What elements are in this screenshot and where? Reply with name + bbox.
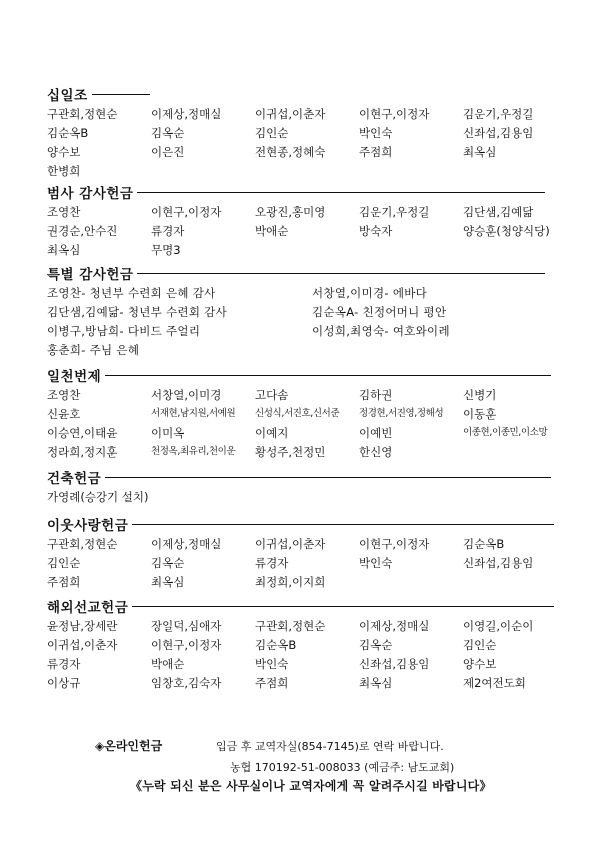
donor-entry: 이제상,정매실	[151, 537, 222, 551]
donor-entry: 이귀섭,이춘자	[47, 638, 118, 652]
donor-entry: 이현구,이정자	[151, 638, 222, 652]
donor-entry: 전현종,정혜숙	[255, 145, 326, 159]
donor-entry: 최옥심	[47, 243, 81, 257]
thanksgiving-entry: 김순옥A- 친정어머니 평안	[312, 305, 447, 319]
online-offering-instruction: 입금 후 교역자실(854-7145)로 연락 바랍니다.	[216, 740, 444, 753]
donor-entry: 무명3	[151, 243, 181, 257]
donor-entry: 김옥순	[359, 638, 393, 652]
section-title-text: 범사 감사헌금	[47, 186, 134, 202]
donor-entry: 김운기,우정길	[463, 107, 534, 121]
donor-entry: 이현구,이정자	[359, 107, 430, 121]
donor-entry: 신좌섭,김용임	[463, 126, 534, 140]
donor-entry: 주점희	[255, 676, 289, 690]
section-title-text: 일천번제	[47, 369, 102, 385]
donor-entry: 이예지	[255, 426, 289, 440]
donor-entry: 김단샘,김예닮	[463, 205, 534, 219]
donor-entry: 신병기	[463, 388, 497, 402]
donor-entry: 제2여전도회	[463, 676, 526, 690]
donor-entry: 이미옥	[151, 426, 185, 440]
section-rule	[132, 524, 554, 525]
donor-entry: 김인순	[255, 126, 289, 140]
donor-entry: 박인숙	[359, 126, 393, 140]
donor-entry: 황성주,천정민	[255, 445, 326, 459]
donor-entry: 이상규	[47, 676, 81, 690]
donor-entry: 서재현,남지원,서예원	[151, 408, 236, 419]
donor-entry: 최정희,이지희	[255, 575, 326, 589]
donor-entry: 권경순,안수진	[47, 224, 118, 238]
donor-entry: 이은진	[151, 145, 185, 159]
thanksgiving-entry: 이성희,최영숙- 여호와이레	[312, 324, 450, 338]
section-title	[47, 514, 554, 534]
thanksgiving-entry: 이병구,방남희- 다비드 주얼리	[47, 324, 201, 338]
donor-entry: 신좌섭,김용임	[359, 657, 430, 671]
donor-entry: 주점희	[47, 575, 81, 589]
thanksgiving-entry: 김단샘,김예닮- 청년부 수련회 감사	[47, 305, 227, 319]
donor-entry: 김순옥B	[47, 126, 89, 140]
thanksgiving-entry: 홍춘희- 주님 은혜	[47, 343, 140, 357]
donor-entry: 김인순	[463, 638, 497, 652]
donor-entry: 가영례(승강기 설치)	[47, 490, 149, 504]
donor-entry: 최옥심	[463, 145, 497, 159]
donor-entry: 주점희	[359, 145, 393, 159]
donor-entry: 이종현,이종민,이소망	[463, 427, 548, 438]
section-title	[47, 365, 551, 385]
donor-entry: 김순옥B	[255, 638, 297, 652]
donor-entry: 장일덕,심애자	[151, 619, 222, 633]
donor-entry: 신윤호	[47, 407, 81, 421]
donor-entry: 조영찬	[47, 205, 81, 219]
section-title	[47, 84, 150, 104]
online-offering-label: ◈온라인헌금	[95, 739, 163, 753]
donor-entry: 김인순	[47, 556, 81, 570]
donor-entry: 류경자	[151, 224, 185, 238]
donor-entry: 구관회,정현순	[47, 537, 118, 551]
thanksgiving-entry: 서창열,이미경- 에바다	[312, 286, 428, 300]
donor-entry: 구관회,정현순	[255, 619, 326, 633]
donor-entry: 최옥심	[359, 676, 393, 690]
donor-entry: 김옥순	[151, 126, 185, 140]
section-rule	[137, 273, 545, 274]
donor-entry: 박인숙	[359, 556, 393, 570]
donor-entry: 이귀섭,이춘자	[255, 537, 326, 551]
donor-entry: 구관회,정현순	[47, 107, 118, 121]
donor-entry: 이동훈	[463, 407, 497, 421]
donor-entry: 신좌섭,김용임	[463, 556, 534, 570]
donor-entry: 류경자	[255, 556, 289, 570]
donor-entry: 이예빈	[359, 426, 393, 440]
thanksgiving-entry: 조영찬- 청년부 수련회 은혜 감사	[47, 286, 216, 300]
donor-entry: 오광진,홍미영	[255, 205, 326, 219]
section-title	[47, 467, 551, 487]
section-title-text: 해외선교헌금	[47, 600, 129, 616]
section-title	[47, 596, 554, 616]
donor-entry: 박애순	[255, 224, 289, 238]
donor-entry: 이현구,이정자	[359, 537, 430, 551]
donor-entry: 한병희	[47, 164, 81, 178]
omission-notice: 《누락 되신 분은 사무실이나 교역자에게 꼭 알려주시길 바랍니다》	[130, 779, 492, 793]
donor-entry: 류경자	[47, 657, 81, 671]
donor-entry: 이현구,이정자	[151, 205, 222, 219]
donor-entry: 최옥심	[151, 575, 185, 589]
donor-entry: 정라희,정지훈	[47, 445, 118, 459]
bank-account-info: 농협 170192-51-008033 (예금주: 남도교회)	[230, 761, 455, 774]
donor-entry: 이영길,이순이	[463, 619, 534, 633]
donor-entry: 신성식,서진호,신서준	[255, 408, 340, 419]
section-rule	[105, 375, 551, 376]
donor-entry: 임창호,김숙자	[151, 676, 222, 690]
section-title-text: 이웃사랑헌금	[47, 518, 129, 534]
donor-entry: 조영찬	[47, 388, 81, 402]
donor-entry: 방숙자	[359, 224, 393, 238]
donor-entry: 박인숙	[255, 657, 289, 671]
donor-entry: 이제상,정매실	[359, 619, 430, 633]
donor-entry: 윤정남,장세란	[47, 619, 118, 633]
donor-entry: 양승훈(청양식당)	[463, 224, 550, 238]
donor-entry: 양수보	[463, 657, 497, 671]
section-title-text: 건축헌금	[47, 471, 102, 487]
section-title	[47, 263, 545, 283]
donor-entry: 천정옥,최유리,천이운	[151, 446, 236, 457]
section-title	[47, 182, 545, 202]
donor-entry: 이제상,정매실	[151, 107, 222, 121]
donor-entry: 이승연,이태윤	[47, 426, 118, 440]
donor-entry: 김운기,우정길	[359, 205, 430, 219]
section-rule	[132, 606, 554, 607]
donor-entry: 서창열,이미경	[151, 388, 222, 402]
section-title-text: 특별 감사헌금	[47, 267, 134, 283]
donor-entry: 고다솜	[255, 388, 289, 402]
donor-entry: 박애순	[151, 657, 185, 671]
donor-entry: 김순옥B	[463, 537, 505, 551]
section-rule	[92, 94, 150, 95]
donor-entry: 김하권	[359, 388, 393, 402]
section-title-text: 십일조	[47, 88, 88, 104]
donor-entry: 양수보	[47, 145, 81, 159]
donor-entry: 이귀섭,이춘자	[255, 107, 326, 121]
donor-entry: 김옥순	[151, 556, 185, 570]
section-rule	[137, 192, 545, 193]
section-rule	[105, 477, 551, 478]
donor-entry: 한신영	[359, 445, 393, 459]
donor-entry: 정경현,서진영,정해성	[359, 408, 444, 419]
